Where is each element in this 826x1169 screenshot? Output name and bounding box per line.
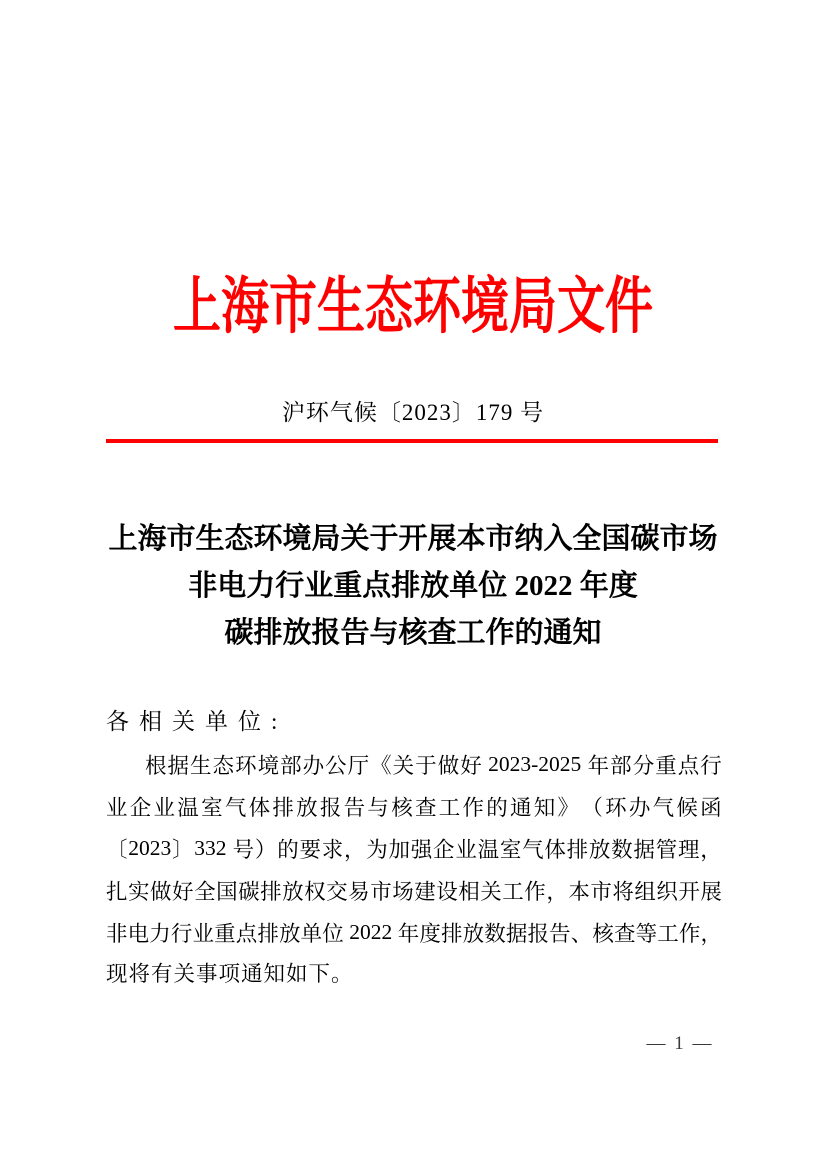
red-separator-line [106, 439, 718, 443]
paragraph-line: 扎 实 做 好 全 国 碳 排 放 权 交 易 市 场 建 设 相 关 工 作 ， 本 市 将 组 织 开 展 [106, 879, 722, 904]
body-text [106, 701, 722, 995]
closing-line: 现将有关事项通知如下。 [106, 962, 354, 986]
notice-title [0, 516, 826, 657]
letterhead-title: 上海市生态环境局文件 [172, 273, 653, 342]
document-reference-number: 沪环气候〔2023〕179 号 [281, 400, 545, 425]
paragraph-line: 业 企 业 温 室 气 体 排 放 报 告 与 核 查 工 作 的 通 知 》 （ 环 办 气 候 函 [106, 795, 722, 820]
paragraph-line: 非 电 力 行 业 重 点 排 放 单 位 2022 年 度 排 放 数 据 报 告 、 核 查 等 工 作 ， [106, 919, 722, 946]
notice-title-line-2: 非电力行业重点排放单位 2022 年度 [188, 570, 638, 602]
paragraph-line: 根 据 生 态 环 境 部 办 公 厅 《 关 于 做 好 2023-2025 年 部 分 重 点 行 [145, 751, 722, 778]
notice-title-line-1: 上海市生态环境局关于开展本市纳入全国碳市场 [108, 523, 718, 555]
page-number: — 1 — [646, 1033, 712, 1054]
notice-title-line-3: 碳排放报告与核查工作的通知 [224, 617, 602, 649]
salutation: 各相关单位: [106, 709, 288, 734]
paragraph-line: 〔 2023 〕 332 号 ） 的 要 求 ， 为 加 强 企 业 温 室 气 体 排 放 数 据 管 理 ， [106, 835, 722, 862]
